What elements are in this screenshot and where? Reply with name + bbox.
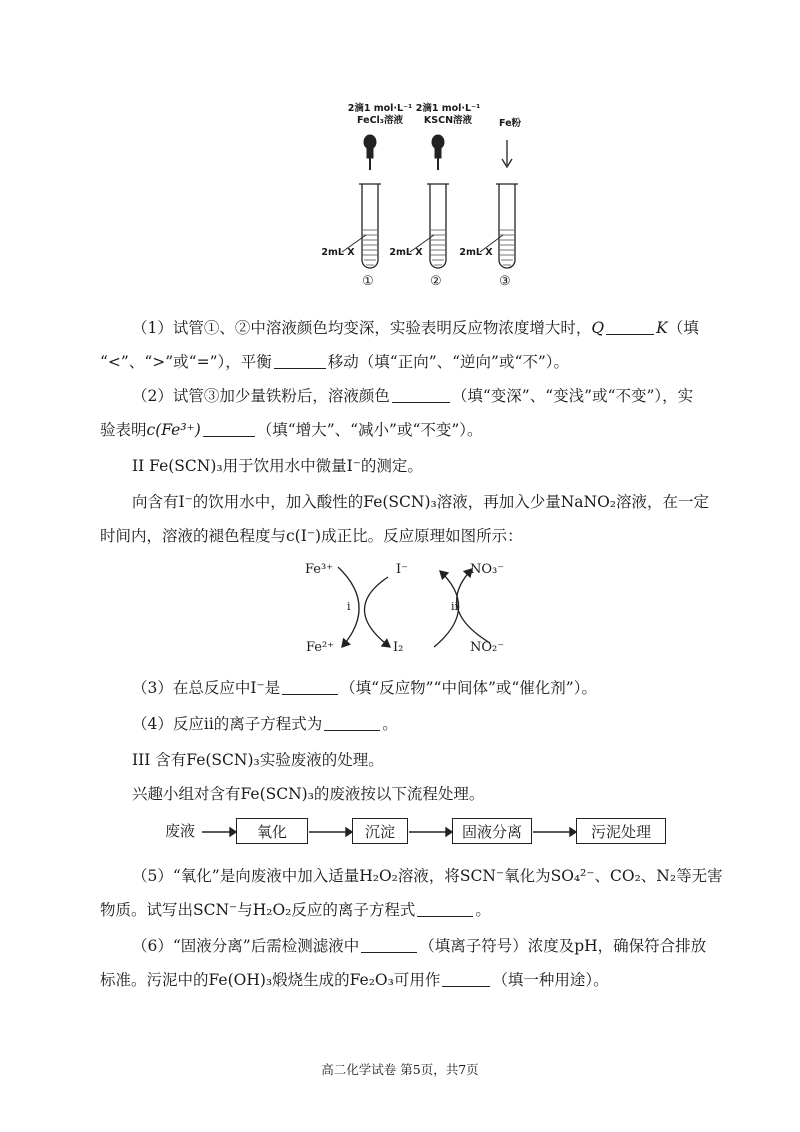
- q6-text-a: （6）“固液分离”后需检测滤液中: [132, 937, 360, 955]
- tube1-number: ①: [362, 274, 374, 289]
- q6-blank-2[interactable]: [442, 970, 490, 987]
- q6-text-c: 标准。污泥中的Fe(OH)₃煅烧生成的Fe₂O₃可用作: [100, 971, 441, 989]
- q4-text-a: （4）反应ii的离子方程式为: [132, 715, 323, 733]
- question-6-line2: [100, 963, 720, 997]
- q2-text-a: （2）试管③加少量铁粉后，溶液颜色: [132, 387, 390, 405]
- tube2-reagent-line2: KSCN溶液: [423, 115, 473, 126]
- no2-label: NO₂⁻: [470, 640, 505, 655]
- flow-start-label: 废液: [165, 822, 196, 840]
- no3-label: NO₃⁻: [470, 562, 505, 577]
- q1-text-a: （1）试管①、②中溶液颜色均变深，实验表明反应物浓度增大时，: [132, 319, 592, 337]
- flow-step-sludge: 污泥处理: [576, 818, 666, 844]
- q1-k-symbol: K: [656, 319, 668, 337]
- fe2-label: Fe²⁺: [306, 640, 335, 655]
- question-2-line1: [100, 379, 720, 413]
- question-4: [100, 707, 720, 741]
- q6-text-d: （填一种用途）。: [492, 971, 609, 989]
- tube3-reagent: Fe粉: [498, 118, 522, 129]
- flow-arrows: [190, 820, 590, 844]
- question-5-line2: [100, 893, 720, 927]
- question-3: [100, 671, 720, 705]
- tube2-volume: 2mL X: [389, 247, 423, 258]
- q2-text-c: 验表明: [100, 421, 147, 439]
- dropper-2-icon: [432, 135, 444, 170]
- q2-blank-2[interactable]: [203, 420, 255, 437]
- q2-text-d: （填“增大”、“减小”或“不变”）。: [256, 421, 483, 439]
- q6-text-b: （填离子符号）浓度及pH，确保符合排放: [419, 937, 707, 955]
- tube1-reagent-line2: FeCl₃溶液: [357, 115, 403, 126]
- tube2-reagent-line1: 2滴1 mol·L⁻¹: [415, 103, 481, 114]
- i-minus-label: I⁻: [396, 562, 408, 577]
- q6-blank-1[interactable]: [361, 936, 417, 953]
- q1-text-c: “<”、“>”或“=”），平衡: [100, 353, 272, 371]
- q5-blank[interactable]: [417, 900, 473, 917]
- tube3-volume: 2mL X: [459, 247, 493, 258]
- q4-blank[interactable]: [324, 714, 380, 731]
- q5-text-b: 物质。试写出SCN⁻与H₂O₂反应的离子方程式: [100, 901, 416, 919]
- section-3-title: III 含有Fe(SCN)₃实验废液的处理。: [132, 751, 384, 769]
- q1-text-b: （填: [667, 319, 699, 337]
- q2-blank-1[interactable]: [392, 386, 450, 403]
- page-footer: 高二化学试卷 第5页，共7页: [321, 1062, 479, 1077]
- tube1-volume: 2mL X: [321, 247, 355, 258]
- tube1-reagent-line1: 2滴1 mol·L⁻¹: [347, 103, 413, 114]
- flow-step-oxidation: 氧化: [236, 818, 308, 844]
- q1-blank-2[interactable]: [274, 352, 326, 369]
- i2-label: I₂: [393, 640, 404, 655]
- section-2-p2: 时间内，溶液的褪色程度与c(I⁻)成正比。反应原理如图所示：: [100, 527, 523, 545]
- q3-text-a: （3）在总反应中I⁻是: [132, 679, 281, 697]
- q1-blank-1[interactable]: [606, 318, 654, 335]
- section-3-p1: 兴趣小组对含有Fe(SCN)₃的废液按以下流程处理。: [132, 785, 485, 803]
- q4-text-b: 。: [382, 715, 398, 733]
- section-2-title: II Fe(SCN)₃用于饮用水中微量I⁻的测定。: [132, 457, 423, 475]
- step-i-label: i: [347, 600, 351, 613]
- q2-ion: c(Fe³⁺): [146, 421, 201, 439]
- q1-q-symbol: Q: [591, 319, 605, 337]
- question-1-line2: [100, 345, 720, 379]
- dropper-1-icon: [364, 135, 376, 170]
- question-6-line1: [100, 929, 720, 963]
- q3-text-b: （填“反应物”“中间体”或“催化剂”）。: [340, 679, 597, 697]
- section-2-p1: 向含有I⁻的饮用水中，加入酸性的Fe(SCN)₃溶液，再加入少量NaNO₂溶液，在一定: [132, 493, 710, 511]
- question-1-line1: [100, 311, 720, 345]
- tube3-number: ③: [499, 274, 511, 289]
- tube2-number: ②: [430, 274, 442, 289]
- fe3-label: Fe³⁺: [305, 562, 334, 577]
- q1-text-d: 移动（填“正向”、“逆向”或“不”）。: [327, 353, 570, 371]
- flow-step-precipitation: 沉淀: [352, 818, 408, 844]
- q2-text-b: （填“变深”、“变浅”或“不变”），实: [451, 387, 694, 405]
- q5-text-c: 。: [475, 901, 491, 919]
- step-ii-label: ii: [451, 600, 459, 613]
- q3-blank[interactable]: [282, 678, 338, 695]
- question-2-line2: [100, 413, 720, 447]
- question-5-line1: （5）“氧化”是向废液中加入适量H₂O₂溶液，将SCN⁻氧化为SO₄²⁻、CO₂、N₂等无害: [132, 867, 723, 885]
- arrow-down-icon: [502, 140, 512, 167]
- flow-step-separation: 固液分离: [452, 818, 532, 844]
